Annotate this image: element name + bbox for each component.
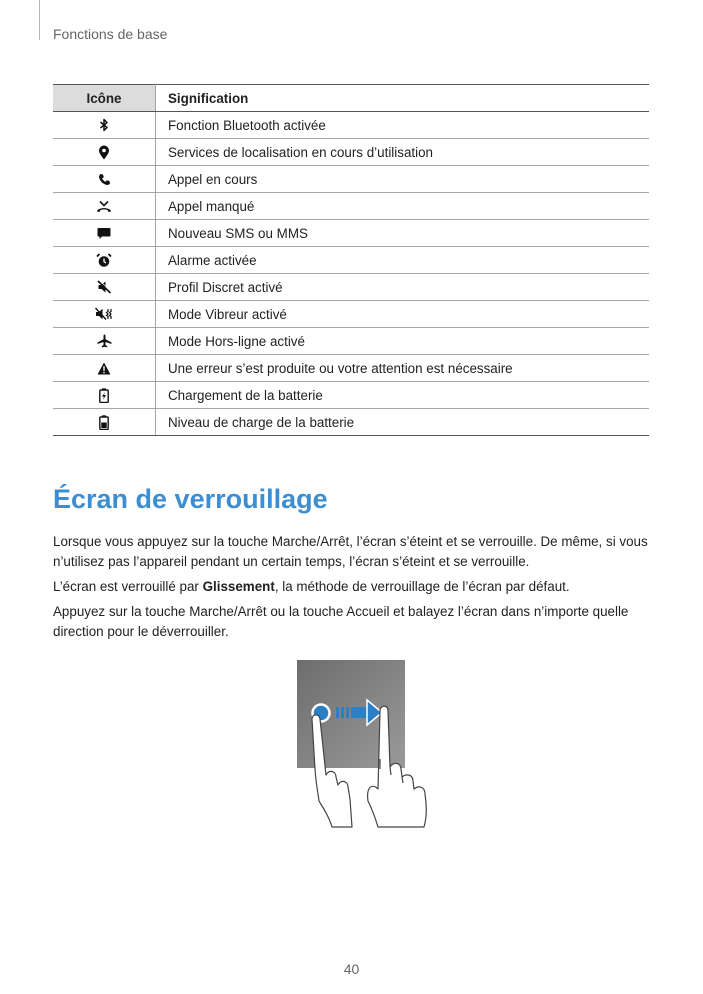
location-pin-icon (98, 145, 110, 160)
table-cell-meaning: Fonction Bluetooth activée (156, 112, 650, 139)
table-row (53, 139, 649, 166)
table-cell-meaning: Chargement de la batterie (156, 382, 650, 409)
paragraph-text: L’écran est verrouillé par (53, 579, 203, 594)
swipe-unlock-illustration (296, 659, 436, 829)
column-header-icon: Icône (53, 85, 156, 112)
page-number: 40 (343, 961, 360, 977)
table-row (53, 274, 649, 301)
airplane-icon (97, 334, 112, 348)
running-header: Fonctions de base (53, 26, 168, 42)
paragraph-unlock-instruction: Appuyez sur la touche Marche/Arrêt ou la touche Accueil et balayez l’écran dans n’importe quelle direction pour le déverrouiller. (53, 604, 629, 639)
header-rule (39, 0, 40, 40)
battery-charging-icon (99, 388, 109, 403)
table-row (53, 247, 649, 274)
table-cell-meaning: Appel manqué (156, 193, 650, 220)
table-row (53, 409, 649, 436)
paragraph-lock-explanation: Lorsque vous appuyez sur la touche Marche/Arrêt, l’écran s’éteint et se verrouille. De même, si vous n’utilisez pas l’appareil pendant un certain temps, l’écran s’éteint et se verrouille. (53, 534, 648, 569)
table-cell-meaning: Services de localisation en cours d’utilisation (156, 139, 650, 166)
battery-level-icon (99, 415, 109, 430)
vibrate-icon (95, 307, 113, 321)
icon-meaning-table (53, 84, 649, 436)
message-icon (97, 227, 111, 240)
table-cell-meaning: Profil Discret activé (156, 274, 650, 301)
table-cell-meaning: Nouveau SMS ou MMS (156, 220, 650, 247)
column-header-meaning: Signification (156, 85, 650, 112)
table-cell-meaning: Mode Hors-ligne activé (156, 328, 650, 355)
warning-icon (97, 362, 111, 375)
table-cell-meaning: Une erreur s’est produite ou votre attention est nécessaire (156, 355, 650, 382)
table-row (53, 382, 649, 409)
missed-call-icon (96, 200, 112, 213)
table-row (53, 328, 649, 355)
table-row (53, 301, 649, 328)
alarm-clock-icon (96, 253, 112, 268)
paragraph-default-lock (53, 577, 649, 597)
table-cell-meaning: Mode Vibreur activé (156, 301, 650, 328)
section-heading: Écran de verrouillage (53, 484, 328, 514)
table-row (53, 193, 649, 220)
table-cell-meaning: Niveau de charge de la batterie (156, 409, 650, 436)
table-header-row (53, 85, 649, 112)
swipe-method-name: Glissement (202, 579, 275, 594)
table-row (53, 166, 649, 193)
table-row (53, 112, 649, 139)
table-cell-meaning: Alarme activée (156, 247, 650, 274)
table-row (53, 220, 649, 247)
bluetooth-icon (98, 118, 110, 132)
phone-call-icon (98, 173, 111, 186)
paragraph-text: , la méthode de verrouillage de l’écran par défaut. (274, 579, 570, 594)
mute-icon (97, 280, 112, 294)
table-row (53, 355, 649, 382)
table-cell-meaning: Appel en cours (156, 166, 650, 193)
